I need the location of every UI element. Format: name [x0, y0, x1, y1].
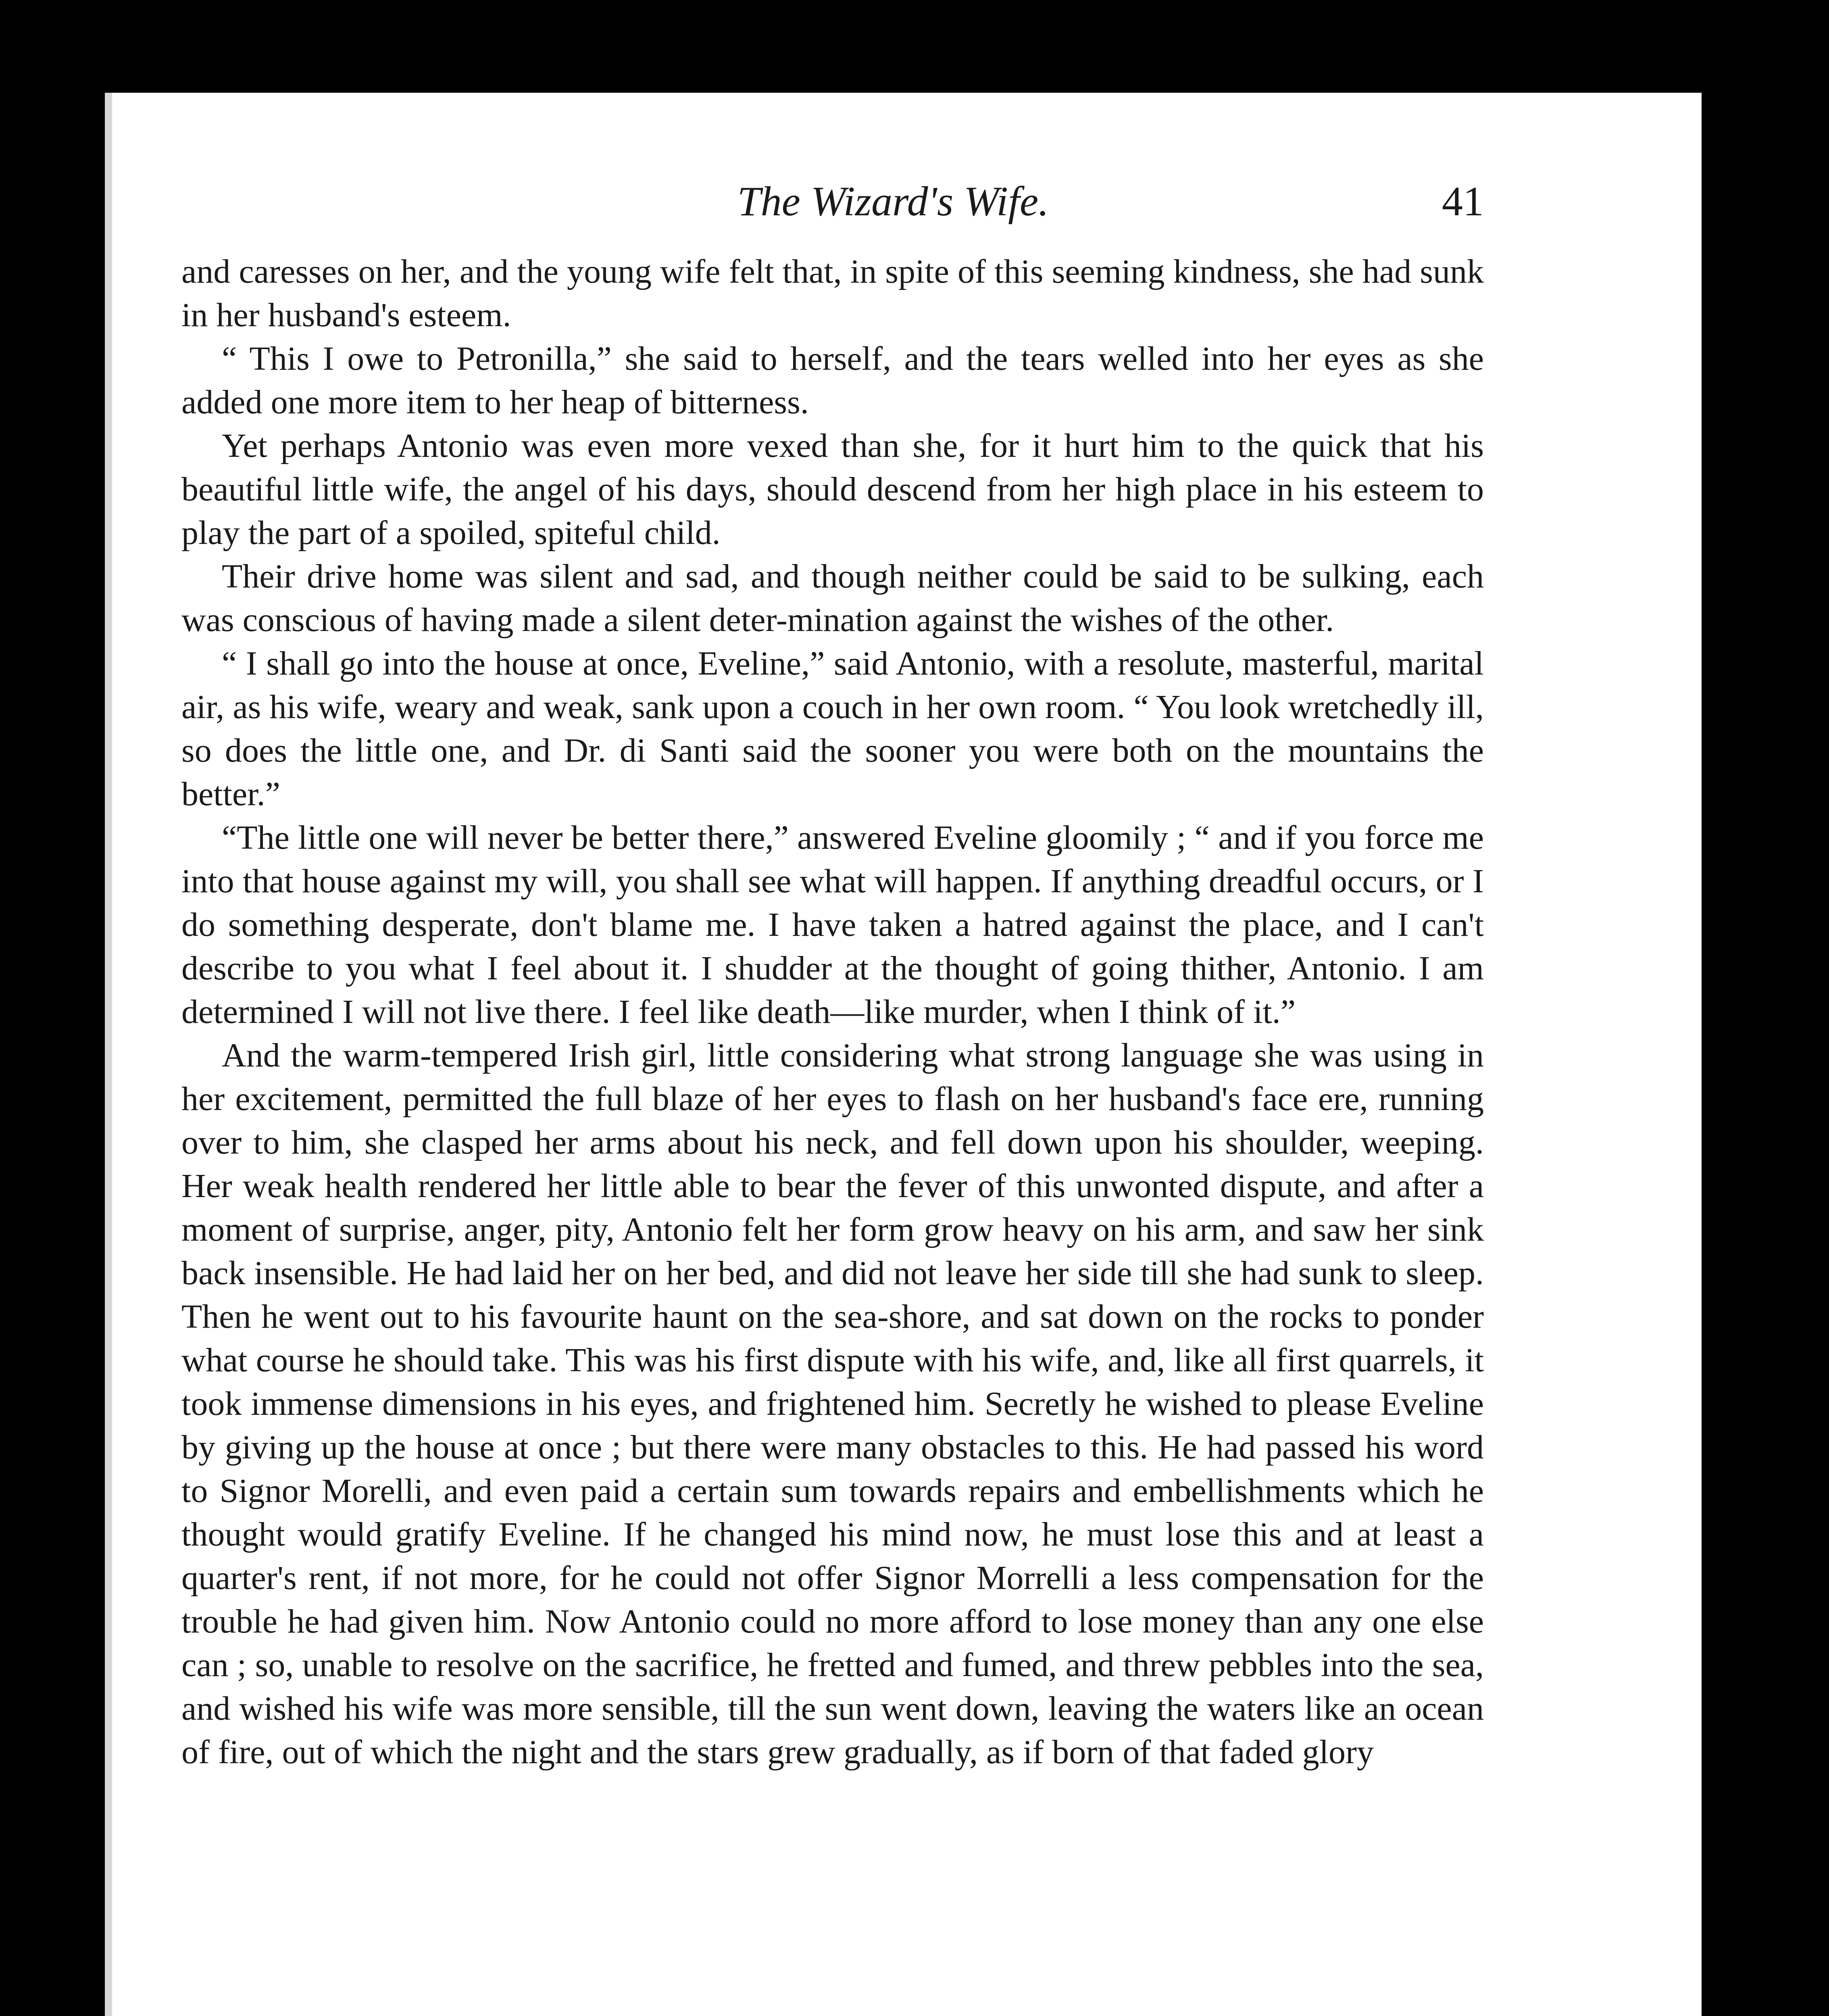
- running-title: The Wizard's Wife.: [737, 178, 1049, 225]
- paragraph: Their drive home was silent and sad, and though neither could be said to be sulking, each was conscious of having made a silent deter-mination against the wishes of the other.: [181, 558, 1484, 639]
- paragraph: “The little one will never be better there,” answered Eveline gloomily ; “ and if you force me into that house against my will, you shall see what will happen. If anything dreadful occurs, or I do something desperate, don't blame me. I have taken a hatred against the place, and I can't describe to you what I feel about it. I shudder at the thought of going thither, Antonio. I am determined I will not live there. I feel like death—like murder, when I think of it.”: [181, 819, 1484, 1031]
- paragraph: Yet perhaps Antonio was even more vexed than she, for it hurt him to the quick that his beautiful little wife, the angel of his days, should descend from her high place in his esteem to play the part of a spoiled, spiteful child.: [181, 427, 1484, 552]
- paragraph: and caresses on her, and the young wife felt that, in spite of this seeming kindness, she had sunk in her husband's esteem.: [181, 253, 1484, 334]
- page-header: [181, 169, 1484, 234]
- page-number: 41: [1442, 178, 1484, 225]
- page-edge: [105, 93, 112, 2016]
- paragraph: “ I shall go into the house at once, Eveline,” said Antonio, with a resolute, masterful, marital air, as his wife, weary and weak, sank upon a couch in her own room. “ You look wretchedly ill, so does the little one, and Dr. di Santi said the sooner you were both on the mountains the better.”: [181, 645, 1484, 813]
- body-text: [181, 250, 1484, 1774]
- paragraph: “ This I owe to Petronilla,” she said to herself, and the tears welled into her eyes as she added one more item to her heap of bitterness.: [181, 340, 1484, 421]
- paragraph: And the warm-tempered Irish girl, little considering what strong language she was using in her excitement, permitted the full blaze of her eyes to flash on her husband's face ere, running over to him, she clasped her arms about his neck, and fell down upon his shoulder, weeping. Her weak health rendered her little able to bear the fever of this unwonted dispute, and after a moment of surprise, anger, pity, Antonio felt her form grow heavy on his arm, and saw her sink back insensible. He had laid her on her bed, and did not leave her side till she had sunk to sleep. Then he went out to his favourite haunt on the sea-shore, and sat down on the rocks to ponder what course he should take. This was his first dispute with his wife, and, like all first quarrels, it took immense dimensions in his eyes, and frightened him. Secretly he wished to please Eveline by giving up the house at once ; but there were many obstacles to this. He had passed his word to Signor Morelli, and even paid a certain sum towards repairs and embellishments which he thought would gratify Eveline. If he changed his mind now, he must lose this and at least a quarter's rent, if not more, for he could not offer Signor Morrelli a less compensation for the trouble he had given him. Now Antonio could no more afford to lose money than any one else can ; so, unable to resolve on the sacrifice, he fretted and fumed, and threw pebbles into the sea, and wished his wife was more sensible, till the sun went down, leaving the waters like an ocean of fire, out of which the night and the stars grew gradually, as if born of that faded glory: [181, 1037, 1484, 1771]
